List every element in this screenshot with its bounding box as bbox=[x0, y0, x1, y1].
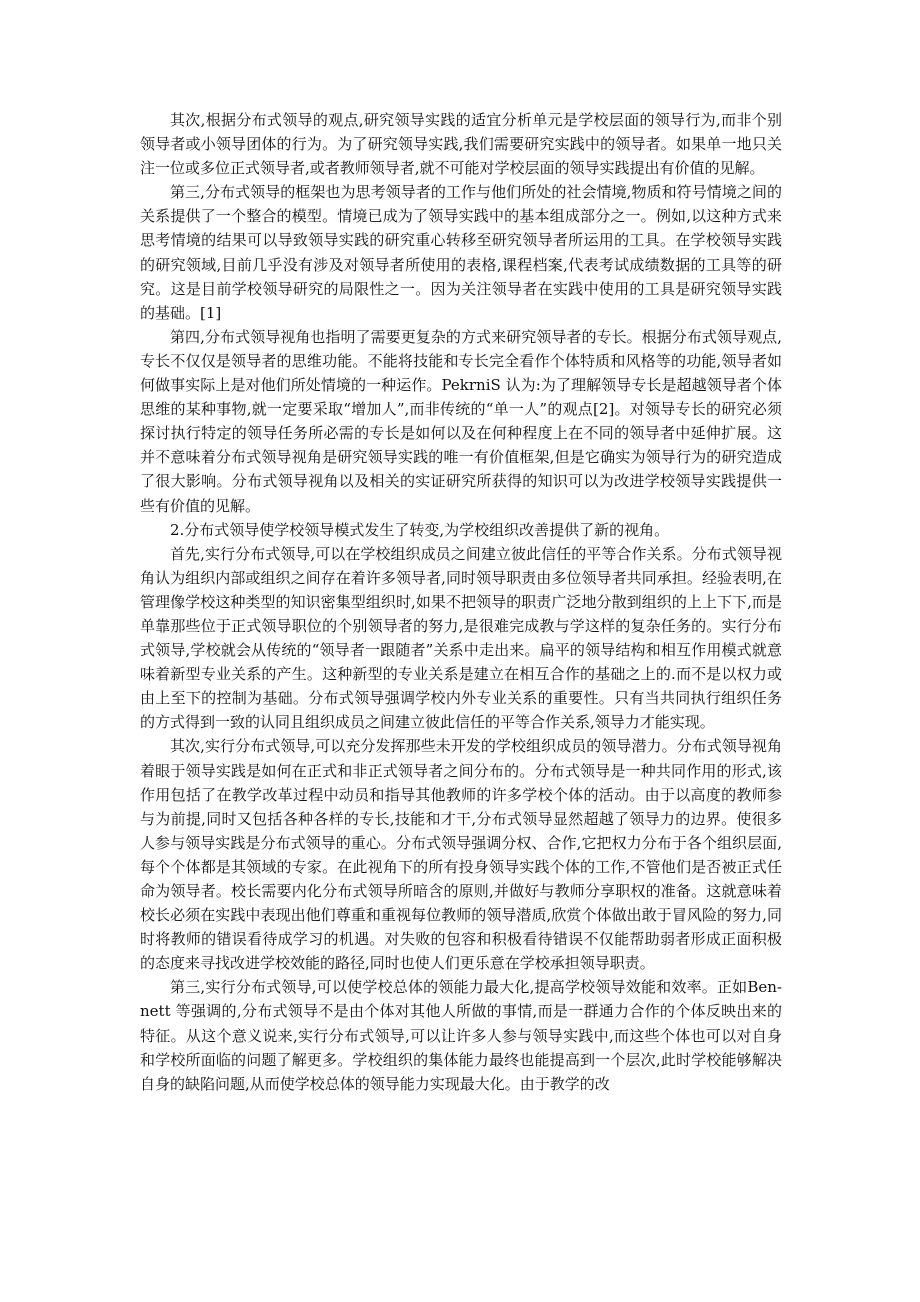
paragraph-1: 其次,根据分布式领导的观点,研究领导实践的适宜分析单元是学校层面的领导行为,而非个别领导者或小领导团体的行为。为了研究领导实践,我们需要研究实践中的领导者。如果单一地只关注一位或多位正式领导者,或者教师领导者,就不可能对学校层面的领导实践提出有价值的见解。 bbox=[140, 111, 782, 178]
paragraph-5: 其次,实行分布式领导,可以充分发挥那些未开发的学校组织成员的领导潜力。分布式领导视角着眼于领导实践是如何在正式和非正式领导者之间分布的。分布式领导是一种共同作用的形式,该作用包括了在教学改革过程中动员和指导其他教师的许多学校个体的活动。由于以高度的教师参与为前提,同时又包括各种各样的专长,技能和才干,分布式领导显然超越了领导力的边界。使很多人参与领导实践是分布式领导的重心。分布式领导强调分权、合作,它把权力分布于各个组织层面,每个个体都是其领域的专家。在此视角下的所有投身领导实践个体的工作,不管他们是否被正式任命为领导者。校长需要内化分布式领导所暗含的原则,并做好与教师分享职权的准备。这就意味着校长必须在实践中表现出他们尊重和重视每位教师的领导潜质,欣赏个体做出敢于冒风险的努力,同时将教师的错误看待成学习的机遇。对失败的包容和积极看待错误不仅能帮助弱者形成正面积极的态度来寻找改进学校效能的路径,同时也使人们更乐意在学校承担领导职责。 bbox=[140, 737, 782, 973]
paragraph-3: 第四,分布式领导视角也指明了需要更复杂的方式来研究领导者的专长。根据分布式领导观点,专长不仅仅是领导者的思维功能。不能将技能和专长完全看作个体特质和风格等的功能,领导者如何做事实际上是对他们所处情境的一种运作。PekrniS 认为:为了理解领导专长是超越领导者个体思维的某种事物,就一定要采取“增加人”,而非传统的“单一人”的观点[2]。对领导专长的研究必须探讨执行特定的领导任务所必需的专长是如何以及在何种程度上在不同的领导者中延伸扩展。这并不意味着分布式领导视角是研究领导实践的唯一有价值框架,但是它确实为领导行为的研究造成了很大影响。分布式领导视角以及相关的实证研究所获得的知识可以为改进学校领导实践提供一些有价值的见解。 bbox=[140, 327, 782, 515]
document-body bbox=[140, 108, 782, 1096]
paragraph-6: 第三,实行分布式领导,可以使学校总体的领能力最大化,提高学校领导效能和效率。正如Ben-nett 等强调的,分布式领导不是由个体对其他人所做的事情,而是一群通力合作的个体反映出来的特征。从这个意义说来,实行分布式领导,可以让许多人参与领导实践中,而这些个体也可以对自身和学校所面临的问题了解更多。学校组织的集体能力最终也能提高到一个层次,此时学校能够解决自身的缺陷问题,从而使学校总体的领导能力实现最大化。由于教学的改 bbox=[140, 978, 782, 1093]
paragraph-2: 第三,分布式领导的框架也为思考领导者的工作与他们所处的社会情境,物质和符号情境之间的关系提供了一个整合的模型。情境已成为了领导实践中的基本组成部分之一。例如,以这种方式来思考情境的结果可以导致领导实践的研究重心转移至研究领导者所运用的工具。在学校领导实践的研究领域,目前几乎没有涉及对领导者所使用的表格,课程档案,代表考试成绩数据的工具等的研究。这是目前学校领导研究的局限性之一。因为关注领导者在实践中使用的工具是研究领导实践的基础。[1] bbox=[140, 183, 782, 322]
paragraph-4: 首先,实行分布式领导,可以在学校组织成员之间建立彼此信任的平等合作关系。分布式领导视角认为组织内部或组织之间存在着许多领导者,同时领导职责由多位领导者共同承担。经验表明,在管理像学校这种类型的知识密集型组织时,如果不把领导的职责广泛地分散到组织的上上下下,而是单靠那些位于正式领导职位的个别领导者的努力,是很难完成教与学这样的复杂任务的。实行分布式领导,学校就会从传统的“领导者一跟随者”关系中走出来。扁平的领导结构和相互作用模式就意味着新型专业关系的产生。这种新型的专业关系是建立在相互合作的基础之上的.而不是以权力或由上至下的控制为基础。分布式领导强调学校内外专业关系的重要性。只有当共同执行组织任务的方式得到一致的认同且组织成员之间建立彼此信任的平等合作关系,领导力才能实现。 bbox=[140, 544, 782, 732]
section-heading-2: 2.分布式领导使学校领导模式发生了转变,为学校组织改善提供了新的视角。 bbox=[170, 520, 670, 539]
